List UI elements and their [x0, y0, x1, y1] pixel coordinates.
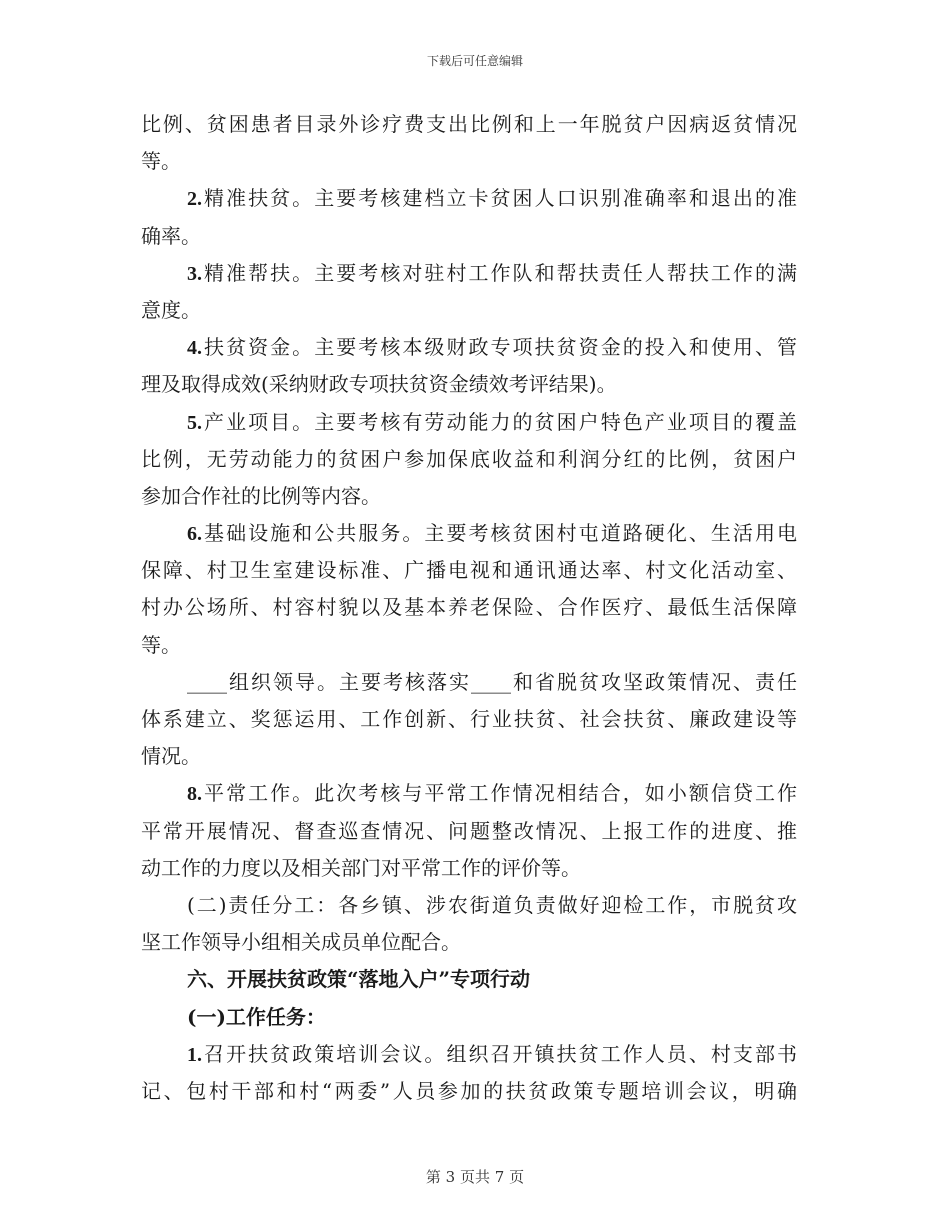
item-6-line: 6.基础设施和公共服务。主要考核贫困村屯道路硬化、生活用电: [187, 521, 797, 546]
paragraph-line: 平常开展情况、督查巡查情况、问题整改情况、上报工作的进度、推: [141, 818, 797, 843]
paragraph-line: 等。: [141, 632, 181, 657]
paragraph-line: 村办公场所、村容村貌以及基本养老保险、合作医疗、最低生活保障: [141, 595, 797, 620]
item-8-line: 8.平常工作。此次考核与平常工作情况相结合，如小额信贷工作: [187, 781, 797, 806]
section-heading: 六、开展扶贫政策“落地入户”专项行动: [187, 967, 531, 992]
page-footer: 第 3 页共 7 页: [425, 1168, 525, 1186]
page-header: 下载后可任意编辑: [426, 54, 523, 68]
paragraph-line: 参加合作社的比例等内容。: [141, 483, 381, 508]
paragraph-line: 理及取得成效(采纳财政专项扶贫资金绩效考评结果)。: [141, 372, 617, 397]
item-number: 4.: [187, 337, 202, 360]
item-2-line: 2.精准扶贫。主要考核建档立卡贫困人口识别准确率和退出的准: [187, 186, 797, 211]
paragraph-line: 情况。: [141, 744, 201, 769]
item-3-line: 3.精准帮扶。主要考核对驻村工作队和帮扶责任人帮扶工作的满: [187, 260, 797, 285]
item-number: 8.: [187, 783, 202, 806]
paragraph-line: 确率。: [141, 223, 201, 248]
paragraph-line: 意度。: [141, 297, 201, 322]
item-number: 5.: [187, 411, 202, 434]
item-number: 1.: [187, 1043, 202, 1066]
item-5-line: 5.产业项目。主要考核有劳动能力的贫困户特色产业项目的覆盖: [187, 409, 797, 434]
responsibility-line: (二)责任分工：各乡镇、涉农街道负责做好迎检工作，市脱贫攻: [187, 892, 797, 917]
task-1-line: 1.召开扶贫政策培训会议。组织召开镇扶贫工作人员、村支部书: [187, 1041, 797, 1066]
item-4-line: 4.扶贫资金。主要考核本级财政专项扶贫资金的投入和使用、管: [187, 335, 797, 360]
item-number: 2.: [187, 188, 202, 211]
paragraph-line: 坚工作领导小组相关成员单位配合。: [141, 930, 461, 955]
paragraph-line: 比例、贫困患者目录外诊疗费支出比例和上一年脱贫户因病返贫情况: [141, 112, 797, 136]
paragraph-line: 等。: [141, 149, 181, 174]
item-7-line: ____组织领导。主要考核落实____和省脱贫攻坚政策情况、责任: [187, 669, 797, 694]
paragraph-line: 比例，无劳动能力的贫困户参加保底收益和利润分红的比例，贫困户: [141, 446, 797, 471]
document-body: [141, 106, 797, 1110]
paragraph-line: 动工作的力度以及相关部门对平常工作的评价等。: [141, 855, 581, 880]
paragraph-line: 记、包村干部和村“两委”人员参加的扶贫政策专题培训会议，明确: [141, 1078, 797, 1103]
paragraph-line: 保障、村卫生室建设标准、广播电视和通讯通达率、村文化活动室、: [141, 558, 797, 583]
item-number: 6.: [187, 523, 202, 546]
item-number: 3.: [187, 262, 202, 285]
paragraph-line: 体系建立、奖惩运用、工作创新、行业扶贫、社会扶贫、廉政建设等: [141, 707, 797, 731]
subsection-heading: (一)工作任务：: [187, 1004, 326, 1029]
